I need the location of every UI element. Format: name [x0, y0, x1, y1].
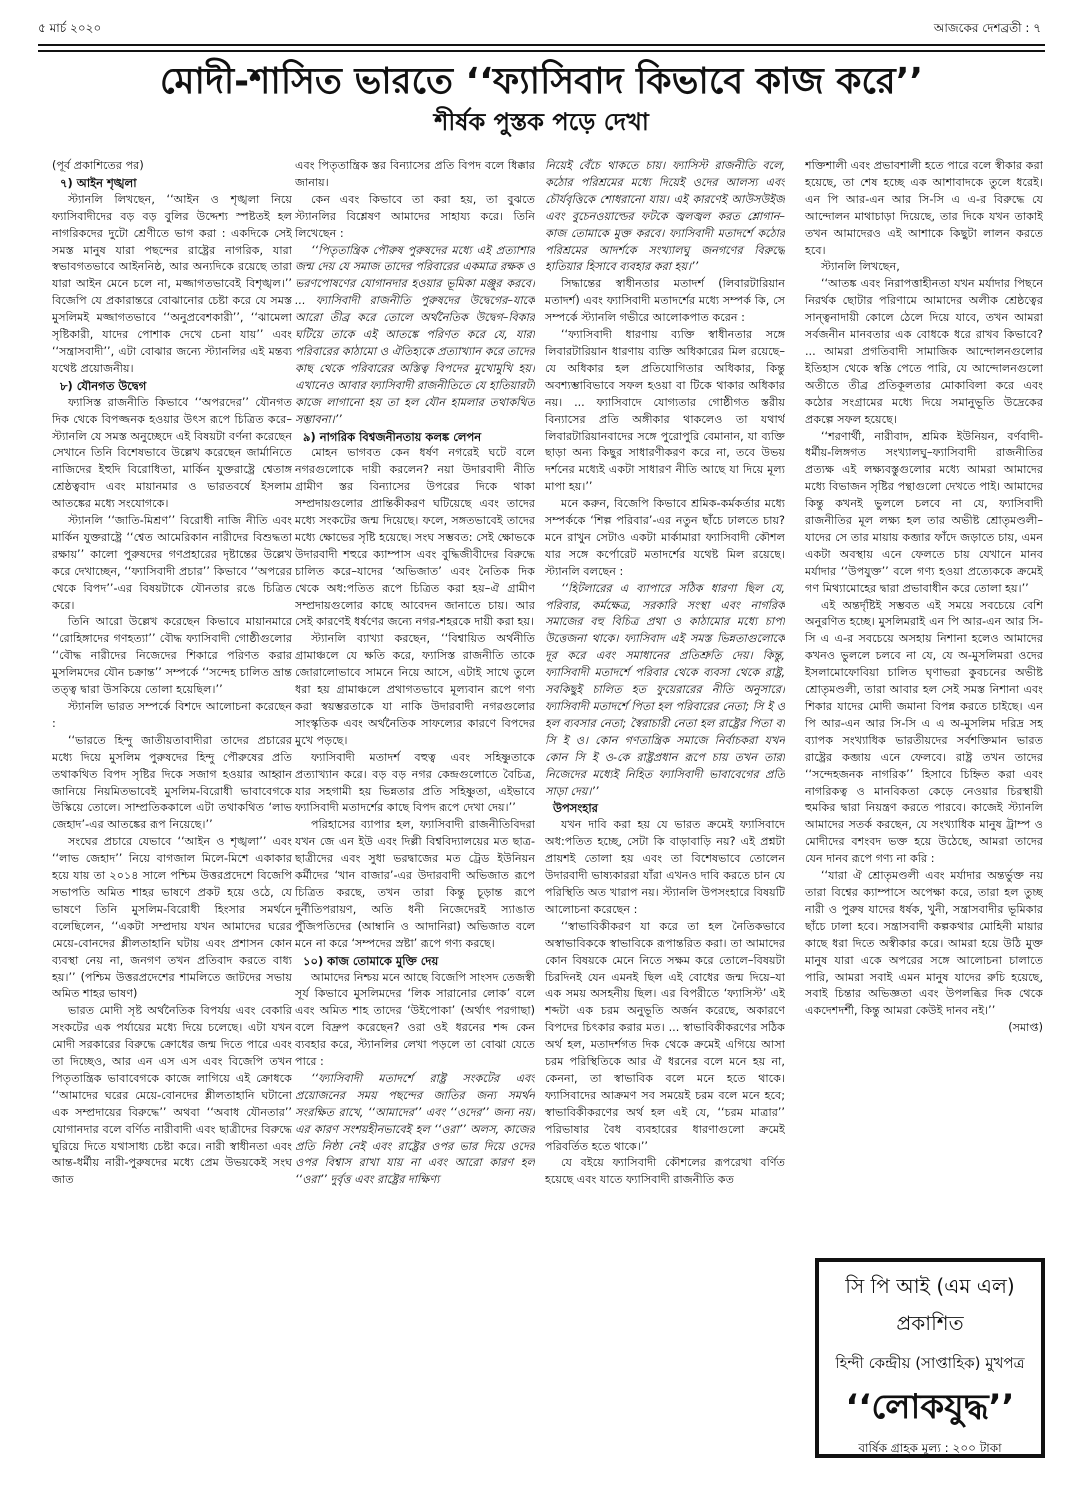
advert-paper-name: ‘‘লোকযুদ্ধ’’ [845, 1387, 1015, 1427]
paragraph: স্ট্যানলি ব্যাখ্যা করছেন, ‘‘বিশ্বায়িত অর্থনীতি গ্রামাঞ্চলে যে ক্ষতি করে, ফ্যাসিস্ত রাজনীতি তাকে জোরালোভাবে সামনে নিয়ে আসে, এটাই সাথে তুলে ধরা হয় গ্রামাঞ্চলে প্রথাগতভাবে মূল্যবান রূপে গণ্য করা স্বয়ম্ভরতাকে যা নাকি উদারবাদী নগরগুলোর সাংস্কৃতিক এবং অর্থনৈতিক সাফল্যের কারণে বিপদের মুখে পড়ছে। [295, 632, 535, 747]
column-1 [52, 158, 292, 1488]
paragraph: ‘‘আতঙ্ক এবং নিরাপত্তাহীনতা যখন মর্যাদার পিছনে নিরর্থক ছোটার পরিণামে আমাদের অলীক শ্রেষ্ঠত্বের সান্ত্বনাদায়ী কোলে ঠেলে দিয়ে যাবে, তখন আমরা সর্বজনীন মানবতার এক বোধকে ধরে রাখব কিভাবে? ... আমরা প্রগতিবাদী সামাজিক আন্দোলনগুলোর ইতিহাস থেকে স্বস্তি পেতে পারি, যে আন্দোলনগুলো অতীতে তীব্র প্রতিকূলতার মোকাবিলা করে এবং কঠোর সংগ্রামের মধ্যে দিয়ে সমানুভূতি উদ্রেকের প্রকল্পে সফল হয়েছে। [805, 277, 1043, 426]
paragraph: ‘‘স্বাভাবিকীকরণ যা করে তা হল নৈতিকভাবে অস্বাভাবিককে স্বাভাবিকে রূপান্তরিত করা। তা আমাদের কোন বিষয়কে মেনে নিতে সক্ষম করে তোলে–বিষয়টা চিরদিনই যেন এমনই ছিল এই বোধের জন্ম দিয়ে–যা এক সময় অসহনীয় ছিল। এর বিপরীতে ‘ফ্যাসিস্ট’ এই শব্দটা এক চরম অনুভূতি অর্জন করেছে, অকারণে বিপদের চিৎকার করার মত। ... স্বাভাবিকীকরণের সঠিক অর্থ হল, মতাদর্শগত দিক থেকে ক্রমেই এগিয়ে আসা চরম পরিস্থিতিকে আর ঐ ধরনের বলে মনে হয় না, কেননা, তা স্বাভাবিক বলে মনে হতে থাকে। ফ্যাসিবাদের আক্রমণ সব সময়েই চরম বলে মনে হবে; স্বাভাবিকীকরণের অর্থ হল এই যে, ‘‘চরম মাত্রার’’ পরিভাষার বৈধ ব্যবহারের ধারণাগুলো ক্রমেই পরিবর্তিত হতে থাকে।’’ [545, 919, 785, 1153]
article-subtitle: শীর্ষক পুস্তক পড়ে দেখা [434, 108, 649, 136]
paragraph: ‘‘ফ্যাসিবাদী মতাদর্শে রাষ্ট্র সংকটের এবং প্রয়োজনের সময় পছন্দের জাতির জন্য সমর্থন সংরক্ষিত রাখে, ‘‘আমাদের’’ এবং ‘‘ওদের’’ জন্য নয়। এর কারণ সংশয়হীনভাবেই হল ‘‘ওরা’’ অলস, কাজের প্রতি নিষ্ঠা নেই এবং রাষ্ট্রের ওপর ভার দিয়ে ওদের ওপর বিশ্বাস রাখা যায় না এবং আরো কারণ হল ‘‘ওরা’’ দুর্বৃত্ত এবং রাষ্ট্রের দাক্ষিণ্য [295, 1071, 535, 1187]
paragraph: পরিহাসের ব্যাপার হল, ফ্যাসিবাদী রাজনীতিবিদরা যখন জে এন ইউ এবং দিল্লী বিশ্ববিদ্যালয়ের মত ছাত্র-ছাত্রীদের এবং সুধা ভরদ্বাজের মত ট্রেড ইউনিয়ন কর্মীদের ‘খান বাজার’-এর উদারবাদী অভিজাত রূপে চিত্রিত করছে, তখন তারা কিন্তু চূড়ান্ত রূপে দুর্নীতিপরায়ণ, অতি ধনী নিজেদেরই স্যাঙাত পুঁজিপতিদের (আম্বানি ও আদানিরা) অভিজাত বলে মনে না করে ‘সম্পদের স্রষ্টা’ রূপে গণ্য করছে। [295, 818, 535, 950]
paragraph: মনে করুন, বিজেপি কিভাবে শ্রমিক-কর্মকর্তার মধ্যে সম্পর্ককে ‘শিল্প পরিবার’-এর নতুন ছাঁচে ঢালতে চায়? মনে রাখুন সেটাও একটা মার্কামারা ফ্যাসিবাদী কৌশল যার সঙ্গে কর্পোরেট মতাদর্শের যথেষ্ট মিল রয়েছে। স্ট্যানলি বলছেন : [545, 497, 785, 578]
paragraph: মোহন ভাগবত কেন ধর্ষণ নগরেই ঘটে বলে নগরগুলোকে দায়ী করলেন? নয়া উদারবাদী নীতি গ্রামীণ স্তর বিন্যাসের উপরের দিকে থাকা সম্প্রদায়গুলোর প্রান্তিকীকরণ ঘটিয়েছে এবং তাদের মধ্যে সংকটের জন্ম দিয়েছে। ফলে, সঙ্গতভাবেই তাদের মধ্যে ক্ষোভের সৃষ্টি হয়েছে। সংঘ সম্ভবত: সেই ক্ষোভকে উদারবাদী শহুরে ক্যাম্পাস এবং বুদ্ধিজীবীদের বিরুদ্ধে চালিত করে–যাদের ‘অভিজাত’ এবং নৈতিক দিক থেকে অধ:পতিত রূপে চিত্রিত করা হয়–ঐ গ্রামীণ সম্প্রদায়গুলোর কাছে আবেদন জানাতে চায়। আর সেই কারণেই ধর্ষণের জন্যে নগর-শহরকে দায়ী করা হয়। [295, 446, 535, 629]
paragraph: ভারত মোদী সৃষ্ট অর্থনৈতিক বিপর্যয় এবং বেকারি সংকটের এক পর্যায়ের মধ্যে দিয়ে চলেছে। এটা যখন মোদী সরকারের বিরুদ্ধে ক্রোধের জন্ম দিতে পারে এবং তা দিচ্ছেও, আর এন এস এস এবং বিজেপি তখন পিতৃতান্ত্রিক ভাবাবেগকে কাজে লাগিয়ে এই ক্রোধকে ‘‘আমাদের ঘরের মেয়ে-বোনদের শ্লীলতাহানি ঘটানো এক সম্প্রদায়ের বিরুদ্ধে’’ অথবা ‘‘অবাধ যৌনতার’’ যোগানদার বলে বর্ণিত নারীবাদী এবং ছাত্রীদের বিরুদ্ধে ঘুরিয়ে দিতে যথাসাধ্য চেষ্টা করে। নারী স্বাধীনতা এবং আন্ত-ধর্মীয় নারী-পুরুষদের মধ্যে প্রেম উভয়কেই সংঘ জাত [52, 1004, 292, 1187]
end-mark: (সমাপ্ত) [1008, 1021, 1043, 1035]
section-heading: উপসংহার [553, 801, 599, 816]
section-heading: ৮) যৌনগত উদ্বেগ [60, 378, 147, 393]
paragraph: স্ট্যানলি লিখছেন, [821, 260, 900, 274]
paragraph: স্ট্যানলি ভারত সম্পর্কে বিশদে আলোচনা করেছেন : [52, 700, 292, 730]
paragraph: এবং পিতৃতান্ত্রিক স্তর বিন্যাসের প্রতি বিপদ বলে ধিক্কার জানায়। [295, 159, 535, 189]
paragraph: ‘‘পিতৃতান্ত্রিক পৌরুষ পুরুষদের মধ্যে এই প্রত্যাশার জন্ম দেয় যে সমাজ তাদের পরিবারের একমাত্র রক্ষক ও ভরণপোষণের যোগানদার হওয়ার ভূমিকা মঞ্জুর করবে। ... ফ্যাসিবাদী রাজনীতি পুরুষদের উদ্বেগের–যাকে আরো তীব্র করে তোলে অর্থনৈতিক উদ্বেগ–বিকার ঘটিয়ে তাকে এই আতঙ্কে পরিণত করে যে, যারা পরিবারের কাঠামো ও ঐতিহ্যকে প্রত্যাখ্যান করে তাদের কাছ থেকে পরিবারের অস্তিত্ব বিপদের মুখোমুখি হয়। এখানেও আবার ফ্যাসিবাদী রাজনীতিতে যে হাতিয়ারটা কাজে লাগানো হয় তা হল যৌন হামলার তথাকথিত সম্ভাবনা।’’ [295, 243, 535, 426]
advert-description: হিন্দী কেন্দ্রীয় (সাপ্তাহিক) মুখপত্র [835, 1354, 1025, 1372]
lokyuddha-advert [815, 1258, 1045, 1458]
paragraph: ‘‘হিটলারের এ ব্যাপারে সঠিক ধারণা ছিল যে, পরিবার, কর্মক্ষেত্র, সরকারি সংস্থা এবং নাগরিক সমাজের বহু বিচিত্র প্রথা ও কাঠামোর মধ্যে চাপা উত্তেজনা থাকে। ফ্যাসিবাদ এই সমস্ত ভিন্নতাগুলোকে দূর করে এবং সমাধানের প্রতিশ্রুতি দেয়। কিন্তু, ফ্যাসিবাদী মতাদর্শে পরিবার থেকে ব্যবসা থেকে রাষ্ট্র, সবকিছুই চালিত হত ফুয়েরারের নীতি অনুসারে। ফ্যাসিবাদী মতাদর্শে পিতা হল পরিবারের নেতা; সি ই ও হল ব্যবসার নেতা; স্বৈরাচারী নেতা হল রাষ্ট্রের পিতা বা সি ই ও। কোন গণতান্ত্রিক সমাজে নির্বাচকরা যখন কোন সি ই ও-কে রাষ্ট্রপ্রধান রূপে চায় তখন তারা নিজেদের মধ্যেই নিহিত ফ্যাসিবাদী ভাবাবেগের প্রতি সাড়া দেয়।’’ [545, 581, 785, 798]
column-3 [545, 158, 785, 1488]
paragraph: ‘‘যারা ঐ শ্রোতৃমণ্ডলী এবং মর্যাদার অন্তর্ভুক্ত নয় তারা বিশ্বের ক্যাম্পাসে অপেক্ষা করে, তারা হল তুচ্ছ নারী ও পুরুষ যাদের ধর্ষক, খুনী, সন্ত্রাসবাদীর ভূমিকার ছাঁচে ঢালা হবে। সন্ত্রাসবাদী কল্পকথার মোহিনী মায়ার কাছে ধরা দিতে অস্বীকার করে। আমরা হয়ে উঠি মুক্ত মানুষ যারা একে অপরের সঙ্গে আলোচনা চালাতে পারি, আমরা সবাই এমন মানুষ যাদের রুচি হয়েছে, সবাই চিন্তার অভিজ্ঞতা এবং উপলব্ধির দিক থেকে একদেশদর্শী, কিন্তু আমরা কেউই দানব নই।’’ [805, 869, 1043, 1018]
paragraph: এই অন্তর্দৃষ্টিই সম্ভবত এই সময়ে সবচেয়ে বেশি অনুরণিত হচ্ছে। মুসলিমরাই এন পি আর-এন আর সি-সি এ এ-র সবচেয়ে অসহায় নিশানা হলেও আমাদের কখনও ভুললে চলবে না যে, যে অ-মুসলিমরা ওদের ইসলামোফোবিয়া চালিত ঘৃণাভরা কুবচনের অভীষ্ট শ্রোতৃমণ্ডলী, তারা আবার হল সেই সমস্ত নিশানা এবং শিকার যাদের মোদী জমানা বিপন্ন করতে চাইছে। এন পি আর-এন আর সি-সি এ এ অ-মুসলিম দরিদ্র সহ ব্যাপক সংখ্যাধিক ভারতীয়দের সর্বশক্তিমান ভারত রাষ্ট্রের কব্জায় এনে ফেলবে। রাষ্ট্র তখন তাদের ‘‘সন্দেহজনক নাগরিক’’ হিসাবে চিহ্নিত করা এবং নাগরিকত্ব ও মানবিকতা কেড়ে নেওয়ার চিরস্থায়ী হুমকির দ্বারা নিয়ন্ত্রণ করতে পারবে। কাজেই স্ট্যানলি আমাদের সতর্ক করছেন, যে সংখ্যাধিক মানুষ ট্রাম্প ও মোদীদের বশংবদ ভক্ত হয়ে উঠেছে, আমরা তাদের যেন দানব রূপে গণ্য না করি : [805, 598, 1043, 866]
paragraph: তিনি আরো উল্লেখ করেছেন কিভাবে মায়ানমারে ‘‘রোহিঙ্গাদের গণহত্যা’’ বৌদ্ধ ফ্যাসিবাদী গোষ্ঠীগুলোর ‘‘বৌদ্ধ নারীদের নিজেদের শিকারে পরিণত করার মুসলিমদের যৌন চক্রান্ত’’ সম্পর্কে ‘‘সন্দেহ চালিত ভ্রান্ত তত্ত্ব দ্বারা উসকিয়ে তোলা হয়েছিল।’’ [52, 615, 292, 697]
header-rule-2 [38, 50, 1045, 52]
paragraph: স্ট্যানলি লিখছেন, ‘‘আইন ও শৃঙ্খলা নিয়ে ফ্যাসিবাদীদের বড় বড় বুলির উদ্দেশ্য স্পষ্টতই হল নাগরিকদের দুটো শ্রেণীতে ভাগ করা : একদিকে সেই সমস্ত মানুষ যারা পছন্দের রাষ্ট্রের নাগরিক, যারা স্বভাবগতভাবে আইননিষ্ঠ, আর অন্যদিকে রয়েছে তারা যারা আইন মেনে চলে না, মজ্জাগতভাবেই বিশৃঙ্খল।’’ বিজেপি যে প্রকারান্তরে বোঝানোর চেষ্টা করে যে সমস্ত মুসলিমই মজ্জাগতভাবে ‘‘অনুপ্রবেশকারী’’, ‘‘ঝামেলা সৃষ্টিকারী, যাদের পোশাক দেখে চেনা যায়’’ এবং ‘‘সন্ত্রাসবাদী’’, এটা বোঝার জন্যে স্ট্যানলির এই মন্তব্য যথেষ্ট প্রয়োজনীয়। [52, 192, 292, 375]
article-title: মোদী-শাসিত ভারতে ‘‘ফ্যাসিবাদ কিভাবে কাজ করে’’ [159, 61, 924, 102]
issue-date: ৫ মার্চ ২০২০ [38, 21, 102, 35]
paragraph: আমাদের নিশ্চয় মনে আছে বিজেপি সাংসদ তেজস্বী সূর্য কিভাবে মুসলিমদের ‘লিক সারানোর লোক’ বলে এবং অমিত শাহ তাদের ‘উইপোকা’ (অর্থাৎ পরগাছা) বলে বিদ্রুপ করেছেন? ওরা ওই ধরনের শব্দ কেন ব্যবহার করে, স্ট্যানলির লেখা পড়লে তা বোঝা যেতে পারে : [295, 970, 535, 1069]
paragraph: ‘‘ভারতে হিন্দু জাতীয়তাবাদীরা তাদের প্রচারের মধ্যে দিয়ে মুসলিম পুরুষদের হিন্দু পৌরুষের প্রতি তথাকথিত বিপদ সৃষ্টির দিকে সজাগ হওয়ার আহ্বান জানিয়ে নিয়মিতভাবেই মুসলিম-বিরোধী ভাবাবেগকে উস্কিয়ে তোলে। সাম্প্রতিককালে এটা তথাকথিত ‘লাভ জেহাদ’-এর আতঙ্কের রূপ নিয়েছে।’’ [52, 733, 292, 832]
paragraph: (পূর্ব প্রকাশিতের পর) [52, 159, 144, 172]
paragraph: ‘‘শরণার্থী, নারীবাদ, শ্রমিক ইউনিয়ন, বর্ণবাদী-ধর্মীয়-লিঙ্গগত সংখ্যালঘু–ফ্যাসিবাদী রাজনীতির প্রত্যক্ষ এই লক্ষ্যবস্তুগুলোর মধ্যে আমরা আমাদের মধ্যে বিভাজন সৃষ্টির পন্থাগুলো দেখতে পাই। আমাদের কিন্তু কখনই ভুললে চলবে না যে, ফ্যাসিবাদী রাজনীতির মূল লক্ষ্য হল তার অভীষ্ট শ্রোতৃমণ্ডলী–যাদের সে তার মায়ায় কব্জার ফাঁদে জড়াতে চায়, এমন একটা অবস্থায় এনে ফেলতে চায় যেখানে মানব মর্যাদার ‘‘উপযুক্ত’’ বলে গণ্য হওয়া প্রত্যেককে ক্রমেই গণ মিথ্যামোহের দ্বারা প্রভাবাধীন করে তোলা হয়।’’ [805, 429, 1043, 595]
paragraph: সিদ্ধান্তের স্বাধীনতার মতাদর্শ (লিবারটারিয়ান মতাদর্শ) এবং ফ্যাসিবাদী মতাদর্শের মধ্যে সম্পর্ক কি, সে সম্পর্কে স্ট্যানলি গভীরে আলোকপাত করেন : [545, 277, 785, 325]
header-rule [38, 44, 1045, 46]
paragraph: স্ট্যানলি ‘‘জাতি-মিশ্রণ’’ বিরোধী নাজি নীতি এবং মার্কিন যুক্তরাষ্ট্রে ‘‘শ্বেত আমেরিকান নারীদের বিশুদ্ধতা রক্ষায়’’ কালো পুরুষদের গণপ্রহারের দৃষ্টান্তের উল্লেখ করে দেখাচ্ছেন, ‘‘ফ্যাসিবাদী প্রচার’’ কিভাবে ‘‘অপরের থেকে বিপদ’’-এর বিষয়টাকে যৌনতার রঙে চিত্রিত করে। [52, 514, 292, 612]
section-heading: ১০) কাজ তোমাকে মুক্তি দেয় [303, 953, 439, 968]
paragraph: ফ্যাসিবাদী মতাদর্শ বহুত্ব এবং সহিষ্ণুতাকে প্রত্যাখ্যান করে। বড় বড় নগর কেন্দ্রগুলোতে বৈচিত্র, যার সহগামী হয় ভিন্নতার প্রতি সহিষ্ণুতা, এইভাবে ফ্যাসিবাদী মতাদর্শের কাছে বিপদ রূপে দেখা দেয়।’’ [295, 750, 535, 815]
page-label: আজকের দেশব্রতী : ৭ [933, 21, 1041, 35]
paragraph: যে বইয়ে ফ্যাসিবাদী কৌশলের রূপরেখা বর্ণিত হয়েছে এবং যাতে ফ্যাসিবাদী রাজনীতি কত [545, 1156, 785, 1187]
paragraph: ফ্যাসিস্ত রাজনীতি কিভাবে ‘‘অপরদের’’ যৌনগত দিক থেকে বিপজ্জনক হওয়ার উৎস রূপে চিত্রিত করে–স্ট্যানলি যে সমস্ত অনুচ্ছেদে এই বিষয়টা বর্ণনা করেছেন সেখানে তিনি বিশেষভাবে উল্লেখ করেছেন জার্মানিতে নাজিদের ইহুদি বিরোধিতা, মার্কিন যুক্তরাষ্ট্রে শ্বেতাঙ্গ শ্রেষ্ঠত্ববাদ এবং মায়ানমার ও ভারতবর্ষে ইসলাম আতঙ্কের মধ্যে সংযোগকে। [52, 395, 292, 511]
advert-subscription: বার্ষিক গ্রাহক মূল্য : ২০০ টাকা [858, 1441, 1002, 1455]
paragraph: কেন এবং কিভাবে তা করা হয়, তা বুঝতে স্ট্যানলির বিশ্লেষণ আমাদের সাহায্য করে। তিনি লিখেছেন : [295, 192, 535, 240]
column-4 [805, 158, 1043, 1248]
section-heading: ৭) আইন শৃঙ্খলা [60, 175, 137, 190]
column-2 [295, 158, 535, 1488]
paragraph: শক্তিশালী এবং প্রভাবশালী হতে পারে বলে স্বীকার করা হয়েছে, তা শেষ হচ্ছে এক আশাবাদকে তুলে ধরেই। এন পি আর-এন আর সি-সি এ এ-র বিরুদ্ধে যে আন্দোলন মাথাচাড়া দিয়েছে, তার দিকে যখন তাকাই তখন আমাদেরও এই আশাকে কিছুটা লালন করতে হবে। [805, 159, 1043, 257]
paragraph: সংঘের প্রচারে যেভাবে ‘‘আইন ও শৃঙ্খলা’’ এবং ‘‘লাভ জেহাদ’’ নিয়ে বাগজাল মিলে-মিশে একাকার হয়ে যায় তা ২০১৪ সালে পশ্চিম উত্তরপ্রদেশে বিজেপি সভাপতি অমিত শাহর ভাষণে প্রকট হয়ে ওঠে, যে ভাষণে তিনি মুসলিম-বিরোধী হিংসার সমর্থনে বলেছিলেন, ‘‘একটা সম্প্রদায় যখন আমাদের ঘরের মেয়ে-বোনদের শ্লীলতাহানি ঘটায় এবং প্রশাসন কোন ব্যবস্থা নেয় না, জনগণ তখন প্রতিবাদ করতে বাধ্য হয়।’’ (পশ্চিম উত্তরপ্রদেশের শামলিতে জাটদের সভায় অমিত শাহর ভাষণ) [52, 835, 292, 1001]
paragraph: ‘‘ফ্যাসিবাদী ধারণায় ব্যক্তি স্বাধীনতার সঙ্গে লিবারটারিয়ান ধারণায় ব্যক্তি অধিকারের মিল রয়েছে–যে অধিকার হল প্রতিযোগিতার অধিকার, কিন্তু অবশ্যম্ভাবিভাবে সফল হওয়া বা টিকে থাকার অধিকার নয়। ... ফ্যাসিবাদে যোগ্যতার গোষ্ঠীগত স্তরীয় বিন্যাসের প্রতি অঙ্গীকার থাকলেও তা যথার্থ লিবারটারিয়ানবাদের সঙ্গে পুরোপুরি বেমানান, যা ব্যক্তি ছাড়া অন্য কিছুর সাধারণীকরণ করে না, তবে উভয় দর্শনের মধ্যেই একটা সাধারণ নীতি আছে যা দিয়ে মূল্য মাপা হয়।’’ [545, 328, 785, 494]
advert-published: প্রকাশিত [896, 1311, 964, 1335]
paragraph: যখন দাবি করা হয় যে ভারত ক্রমেই ফ্যাসিবাদে অধ:পতিত হচ্ছে, সেটা কি বাড়াবাড়ি নয়? এই প্রশ্নটা প্রায়শই তোলা হয় এবং তা বিশেষভাবে তোলেন উদারবাদী ভাষ্যকাররা যাঁরা এখনও দাবি করতে চান যে পরিস্থিতি অত খারাপ নয়। স্ট্যানলি উপসংহারে বিষয়টি আলোচনা করেছেন : [545, 818, 785, 916]
paragraph: নিয়েই বেঁচে থাকতে চায়। ফ্যাসিস্ট রাজনীতি বলে, কঠোর পরিশ্রমের মধ্যে দিয়েই ওদের আলস্য এবং চৌর্যবৃত্তিকে শোধরানো যায়। এই কারণেই আউসউইজ এবং বুচেনওয়াল্ডের ফটকে জ্বলজ্বল করত শ্লোগান–কাজ তোমাকে মুক্ত করবে। ফ্যাসিবাদী মতাদর্শে কঠোর পরিশ্রমের আদর্শকে সংখ্যালঘু জনগণের বিরুদ্ধে হাতিয়ার হিসাবে ব্যবহার করা হয়।’’ [545, 159, 785, 274]
advert-party: সি পি আই (এম এল) [845, 1274, 1015, 1298]
section-heading: ৯) নাগরিক বিশ্বজনীনতায় কলঙ্ক লেপন [303, 429, 482, 444]
